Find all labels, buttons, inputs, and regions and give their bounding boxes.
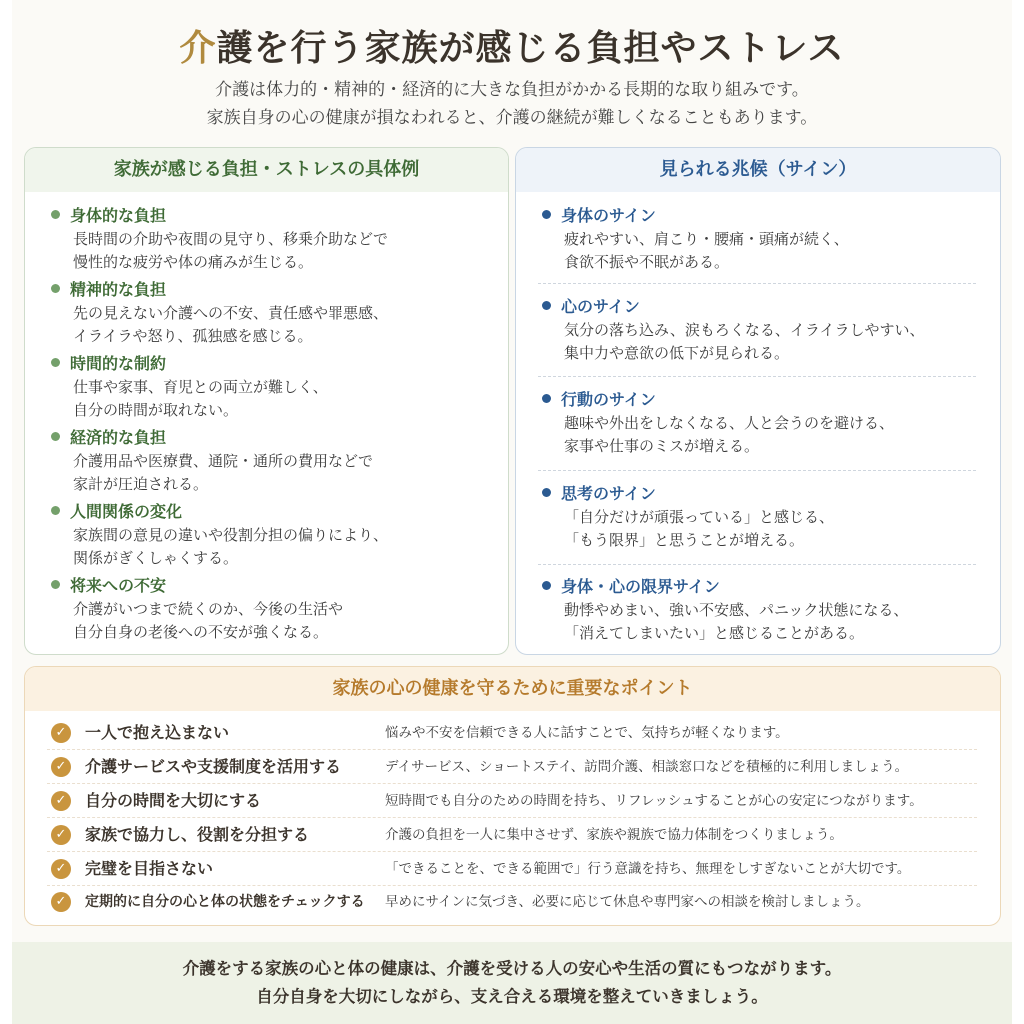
key-points-panel (24, 666, 1001, 926)
bullet-dot-icon (542, 210, 551, 219)
signs-heading: 見られる兆候（サイン） (516, 148, 1000, 192)
burden-item (51, 352, 491, 422)
burden-line: 関係がぎくしゃくする。 (73, 549, 239, 567)
subtitle-line: 家族自身の心の健康が損なわれると、介護の継続が難しくなることもあります。 (206, 108, 818, 128)
burden-item (51, 574, 491, 644)
burden-item (51, 278, 491, 348)
footer-line: 介護をする家族の心と体の健康は、介護を受ける人の安心や生活の質にもつながります。 (182, 959, 842, 978)
bullet-dot-icon (51, 284, 60, 293)
sign-item (542, 295, 982, 365)
sign-item (542, 482, 982, 552)
burden-title: 精神的な負担 (70, 280, 167, 299)
bullet-dot-icon (542, 488, 551, 497)
bullet-dot-icon (51, 580, 60, 589)
burden-line: 仕事や家事、育児との両立が難しく、 (73, 378, 328, 396)
sign-title: 身体のサイン (561, 206, 656, 225)
burden-title: 身体的な負担 (70, 206, 167, 225)
key-point-label: 一人で抱え込まない (85, 723, 230, 742)
key-point-label: 家族で協力し、役割を分担する (85, 825, 310, 844)
divider (538, 564, 976, 565)
footer-line: 自分自身を大切にしながら、支え合える環境を整えていきましょう。 (256, 987, 768, 1006)
sign-line: 食欲不振や不眠がある。 (564, 253, 730, 271)
bullet-dot-icon (51, 506, 60, 515)
sign-line: 趣味や外出をしなくなる、人と会うのを避ける、 (564, 414, 895, 432)
key-point-row (47, 886, 977, 918)
key-point-row (47, 853, 977, 886)
sign-item (542, 388, 982, 458)
bullet-dot-icon (542, 301, 551, 310)
burden-line: 慢性的な疲労や体の痛みが生じる。 (73, 253, 314, 271)
sign-line: 集中力や意欲の低下が見られる。 (564, 344, 790, 362)
bullet-dot-icon (542, 581, 551, 590)
divider (538, 376, 976, 377)
checkmark-circle-icon: ✓ (51, 791, 71, 811)
burdens-heading: 家族が感じる負担・ストレスの具体例 (25, 148, 508, 192)
checkmark-circle-icon: ✓ (51, 892, 71, 912)
page-title (12, 20, 1012, 71)
burden-line: 自分自身の老後への不安が強くなる。 (73, 623, 329, 641)
divider (538, 283, 976, 284)
key-point-desc: デイサービス、ショートステイ、訪問介護、相談窓口などを積極的に利用しましょう。 (385, 759, 909, 775)
key-points-heading: 家族の心の健康を守るために重要なポイント (25, 667, 1000, 711)
title-first-char: 介 (179, 28, 217, 69)
key-point-label: 完璧を目指さない (85, 859, 214, 878)
key-point-label: 定期的に自分の心と体の状態をチェックする (85, 894, 365, 910)
burden-line: 家族間の意見の違いや役割分担の偏りにより、 (73, 526, 389, 544)
sign-title: 行動のサイン (561, 390, 656, 409)
burden-title: 将来への不安 (70, 576, 167, 595)
key-point-desc: 悩みや不安を信頼できる人に話すことで、気持ちが軽くなります。 (385, 725, 789, 741)
burden-line: 長時間の介助や夜間の見守り、移乗介助などで (73, 230, 389, 248)
title-rest: 護を行う家族が感じる負担やストレス (216, 28, 845, 69)
sign-line: 「もう限界」と思うことが増える。 (564, 531, 805, 549)
checkmark-circle-icon: ✓ (51, 723, 71, 743)
footer-message (12, 942, 1012, 1024)
key-point-desc: 「できることを、できる範囲で」行う意識を持ち、無理をしすぎないことが大切です。 (385, 861, 911, 877)
signs-panel (515, 147, 1001, 655)
infographic-page (12, 0, 1012, 1024)
burden-line: 先の見えない介護への不安、責任感や罪悪感、 (73, 304, 389, 322)
burden-title: 経済的な負担 (70, 428, 167, 447)
burden-title: 時間的な制約 (70, 354, 167, 373)
sign-item (542, 575, 982, 645)
burden-line: 介護用品や医療費、通院・通所の費用などで (73, 452, 374, 470)
sign-line: 動悸やめまい、強い不安感、パニック状態になる、 (564, 601, 909, 619)
checkmark-circle-icon: ✓ (51, 757, 71, 777)
key-point-row (47, 717, 977, 750)
burden-title: 人間関係の変化 (70, 502, 183, 521)
subtitle (12, 76, 1012, 132)
sign-line: 気分の落ち込み、涙もろくなる、イライラしやすい、 (564, 321, 925, 339)
bullet-dot-icon (51, 210, 60, 219)
sign-line: 疲れやすい、肩こり・腰痛・頭痛が続く、 (564, 230, 849, 248)
burden-item (51, 426, 491, 496)
bullet-dot-icon (542, 394, 551, 403)
burden-line: 自分の時間が取れない。 (73, 401, 239, 419)
burden-item (51, 204, 491, 274)
key-point-label: 自分の時間を大切にする (85, 791, 262, 810)
key-point-row (47, 819, 977, 852)
burdens-panel (24, 147, 509, 655)
burden-line: 介護がいつまで続くのか、今後の生活や (73, 600, 344, 618)
subtitle-line: 介護は体力的・精神的・経済的に大きな負担がかかる長期的な取り組みです。 (215, 80, 809, 100)
burden-line: 家計が圧迫される。 (73, 475, 209, 493)
key-point-row (47, 751, 977, 784)
sign-title: 身体・心の限界サイン (561, 577, 720, 596)
key-point-desc: 短時間でも自分のための時間を持ち、リフレッシュすることが心の安定につながります。 (385, 793, 923, 809)
sign-title: 思考のサイン (561, 484, 656, 503)
checkmark-circle-icon: ✓ (51, 825, 71, 845)
key-point-desc: 早めにサインに気づき、必要に応じて休息や専門家への相談を検討しましょう。 (385, 894, 870, 910)
bullet-dot-icon (51, 358, 60, 367)
checkmark-circle-icon: ✓ (51, 859, 71, 879)
key-point-row (47, 785, 977, 818)
sign-line: 家事や仕事のミスが増える。 (564, 437, 760, 455)
key-point-label: 介護サービスや支援制度を活用する (85, 757, 342, 776)
sign-title: 心のサイン (561, 297, 640, 316)
sign-item (542, 204, 982, 274)
sign-line: 「消えてしまいたい」と感じることがある。 (564, 624, 865, 642)
sign-line: 「自分だけが頑張っている」と感じる、 (564, 508, 835, 526)
burden-line: イライラや怒り、孤独感を感じる。 (73, 327, 313, 345)
burden-item (51, 500, 491, 570)
key-point-desc: 介護の負担を一人に集中させず、家族や親族で協力体制をつくりましょう。 (385, 827, 843, 843)
bullet-dot-icon (51, 432, 60, 441)
divider (538, 470, 976, 471)
